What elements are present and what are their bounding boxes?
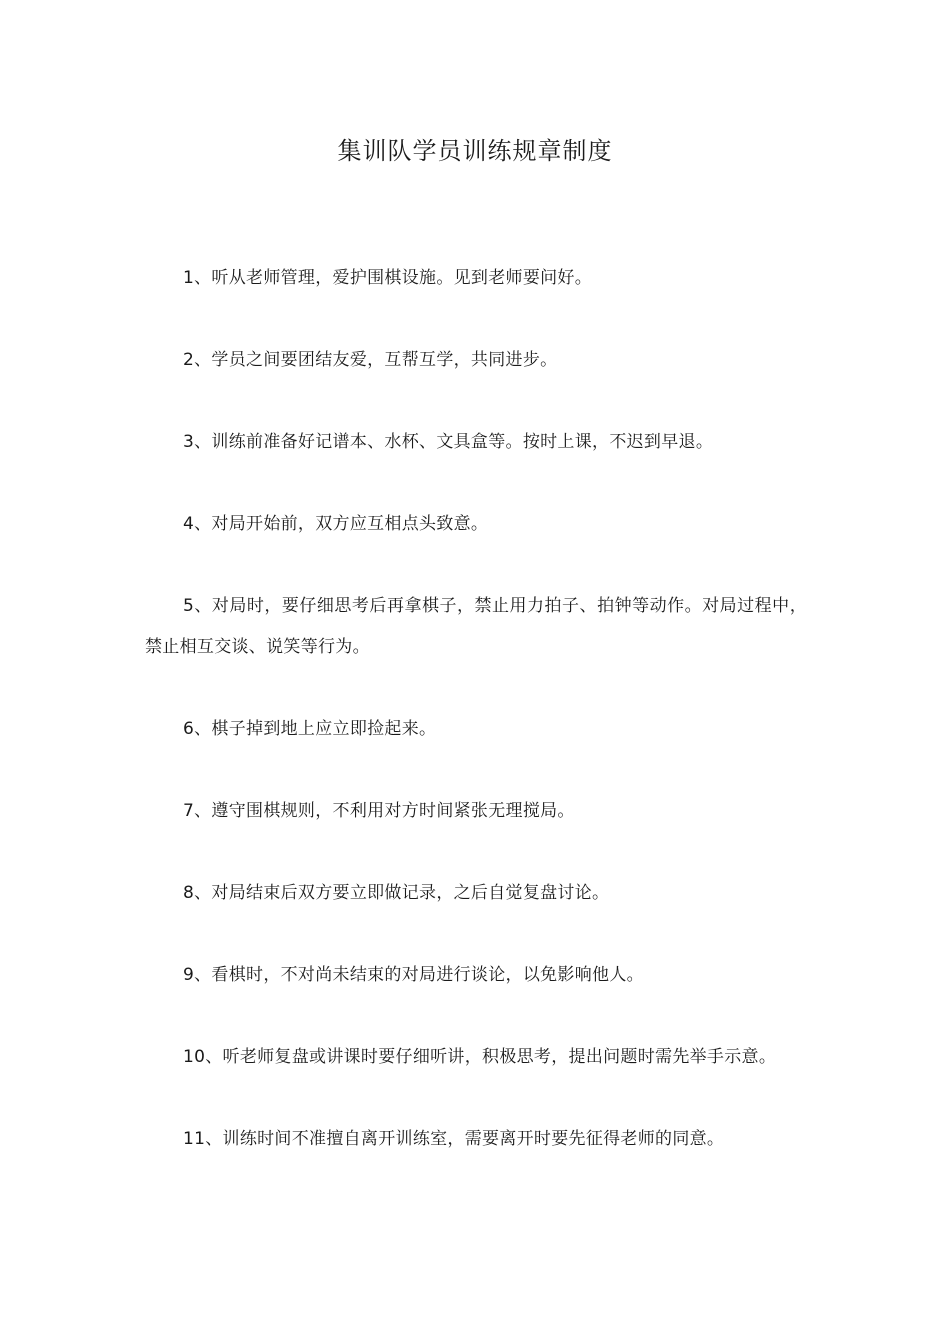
rule-item-2: 2、学员之间要团结友爱，互帮互学，共同进步。	[183, 350, 558, 370]
rule-item-6: 6、棋子掉到地上应立即捡起来。	[183, 719, 437, 739]
document-title: 集训队学员训练规章制度	[337, 137, 613, 165]
rule-item-1: 1、听从老师管理，爱护围棋设施。见到老师要问好。	[183, 268, 593, 288]
rule-item-4: 4、对局开始前，双方应互相点头致意。	[183, 514, 489, 534]
rule-item-11: 11、训练时间不准擅自离开训练室，需要离开时要先征得老师的同意。	[183, 1129, 725, 1149]
rule-item-3: 3、训练前准备好记谱本、水杯、文具盒等。按时上课，不迟到早退。	[183, 432, 714, 452]
rule-item-5: 5、对局时，要仔细思考后再拿棋子，禁止用力拍子、拍钟等动作。对局过程中，禁止相互交谈、说笑等行为。	[145, 596, 807, 657]
rule-item-9: 9、看棋时，不对尚未结束的对局进行谈论，以免影响他人。	[183, 965, 644, 985]
rule-item-8: 8、对局结束后双方要立即做记录，之后自觉复盘讨论。	[183, 883, 610, 903]
rule-item-7: 7、遵守围棋规则，不利用对方时间紧张无理搅局。	[183, 801, 575, 821]
rules-list	[145, 258, 807, 1160]
rule-item-10: 10、听老师复盘或讲课时要仔细听讲，积极思考，提出问题时需先举手示意。	[183, 1047, 777, 1067]
